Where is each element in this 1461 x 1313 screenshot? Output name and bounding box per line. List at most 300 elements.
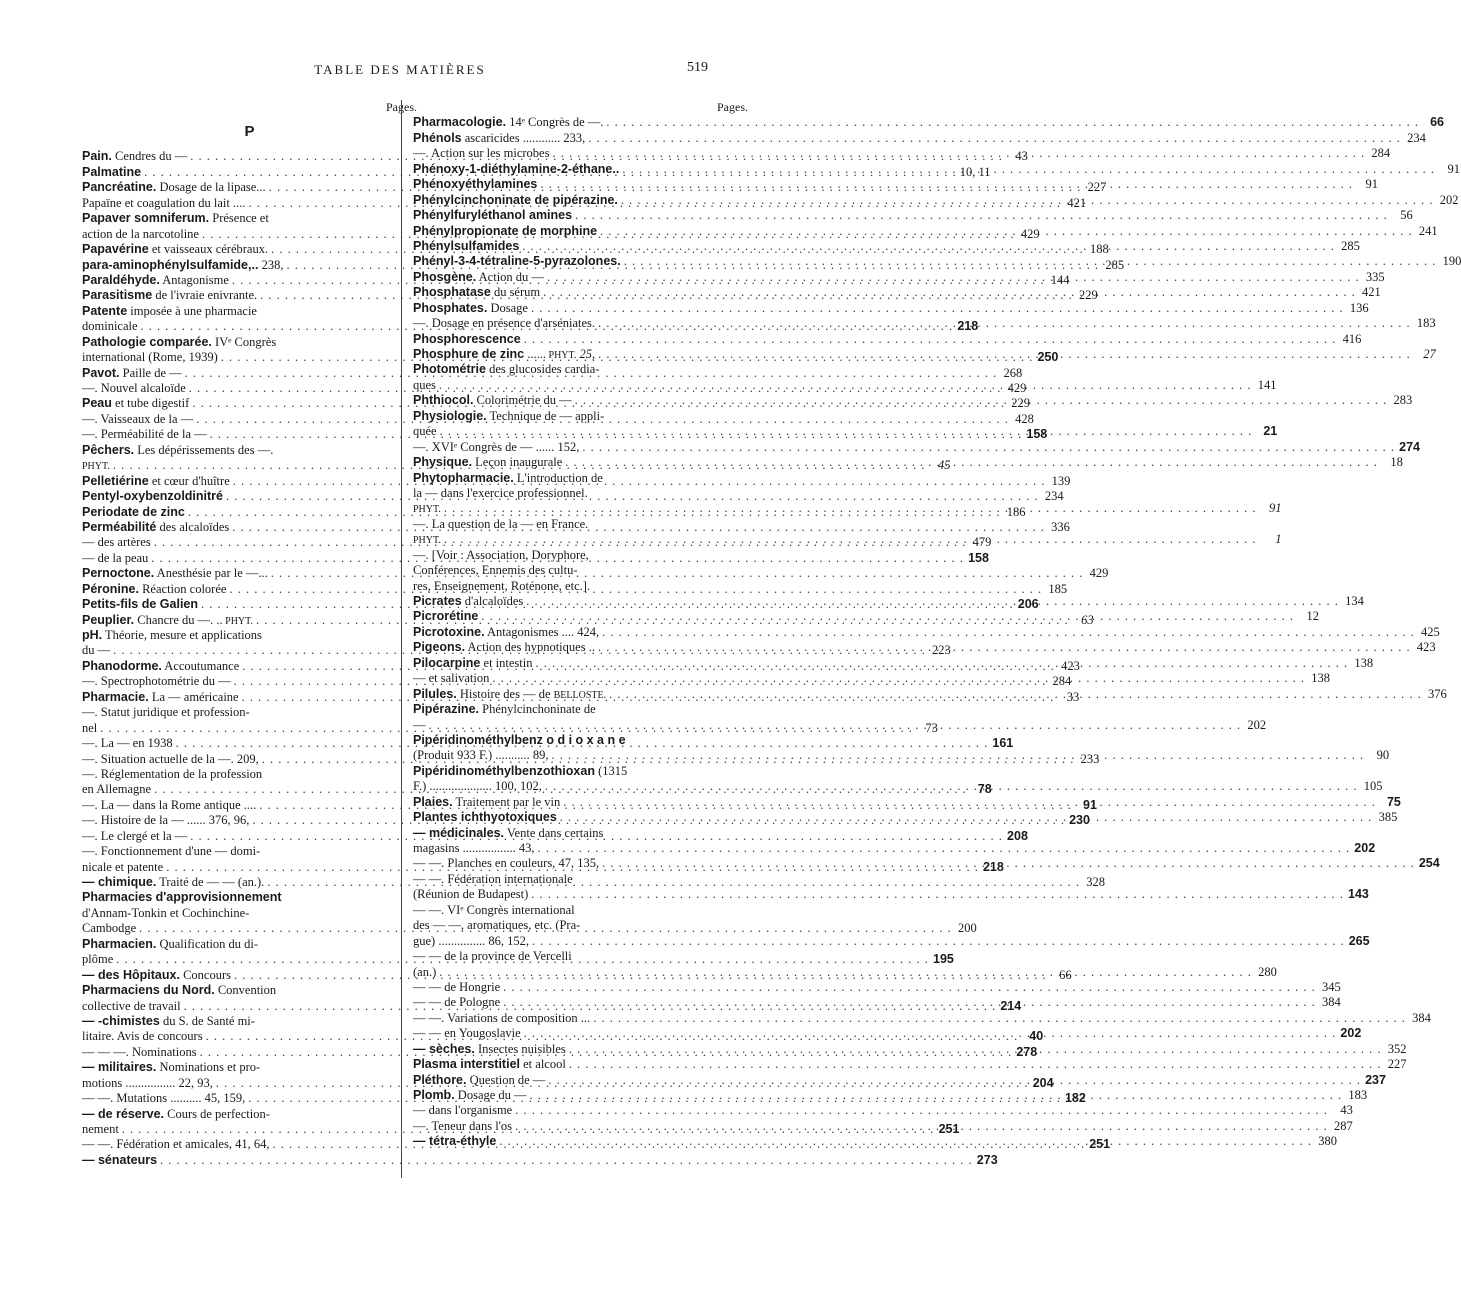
page-reference: 234 (1407, 130, 1426, 145)
dot-leader (602, 625, 1415, 640)
entry-text (82, 597, 198, 612)
index-entry (413, 624, 1440, 640)
section-letter: P (244, 123, 255, 141)
index-line (413, 548, 748, 563)
page-reference: 250 (1037, 350, 1059, 365)
page-reference: 18 (1390, 455, 1403, 470)
entry-text: — médicinales. Vente dans certains (413, 825, 604, 840)
entry-heading: Phénylsulfamides (413, 238, 520, 253)
entry-text: Pelletiérine et cœur d'huître (82, 473, 230, 488)
index-entry (413, 439, 1421, 455)
entry-text (413, 208, 572, 223)
dot-leader (602, 856, 1415, 871)
dot-leader (160, 1153, 973, 1168)
page-reference: 183 (1348, 1088, 1368, 1102)
dot-leader (598, 316, 1411, 331)
entry-text: Pharmacien. Qualification du di- (82, 936, 259, 951)
page-reference: 423 (1061, 658, 1080, 673)
entry-text: ques (413, 377, 436, 392)
entry-text (413, 532, 441, 548)
entry-text: Papaver somniferum. Présence et (82, 211, 269, 226)
page-reference: 229 (1011, 396, 1030, 411)
entry-text: —. Action sur les microbes (413, 146, 550, 161)
dot-leader (598, 347, 1411, 362)
entry-text: Pernoctone. Anesthésie par le —... (82, 566, 268, 581)
entry-heading: Pelletiérine (82, 473, 149, 488)
dot-leader (439, 378, 1252, 393)
entry-text: Papaïne et coagulation du lait .... (82, 195, 246, 210)
entry-text: — dans l'organisme (413, 1103, 513, 1118)
entry-heading: Pharmacie. (82, 689, 149, 704)
entry-text: —. Nouvel alcaloïde (82, 381, 186, 395)
entry-text: Phosphatase du sérum (413, 285, 541, 300)
entry-text: — -chimistes du S. de Santé mi- (82, 1013, 255, 1028)
entry-text: Plaies. Traitement par le vin (413, 794, 561, 809)
entry-heading: Plantes ichthyotoxiques (413, 810, 557, 825)
entry-heading: Pigeons. (413, 640, 466, 655)
entry-text (413, 332, 521, 347)
page-reference: 384 (1322, 995, 1341, 1010)
section-abbreviation: PHYT. (413, 535, 441, 547)
dot-leader (503, 995, 1316, 1010)
dot-leader (481, 609, 1294, 624)
entry-text: Plasma interstitiel et alcool (413, 1057, 566, 1072)
page-reference: 206 (1017, 597, 1039, 612)
index-line (413, 439, 1421, 455)
entry-heading: Picrates (413, 594, 462, 608)
entry-heading: Phosphure de zinc (413, 347, 525, 361)
entry-text: —. Statut juridique et profession- (82, 705, 250, 720)
entry-text: Pigeons. Action des hypnotiques .. (413, 640, 595, 655)
entry-heading: pH. (82, 628, 103, 642)
index-entry (413, 208, 1413, 223)
page-reference: 91 (1269, 501, 1282, 516)
dot-leader (540, 177, 1353, 192)
page-reference: 56 (1400, 208, 1413, 223)
entry-text: — de la peau (82, 550, 149, 565)
entry-text: —. La — dans la Rome antique .... (82, 797, 257, 812)
dot-leader (538, 841, 1351, 856)
entry-heading: — chimique. (82, 875, 157, 889)
page-reference: 190 (1442, 254, 1461, 269)
entry-text: magasins ................. 43, (413, 841, 535, 855)
entry-heading: Pavot. (82, 365, 120, 380)
page-reference: 91 (1083, 797, 1097, 812)
index-line (413, 979, 1341, 995)
index-line (82, 211, 417, 226)
index-line (413, 826, 748, 841)
page-reference: 429 (1020, 226, 1040, 241)
page-reference: 268 (1003, 365, 1023, 380)
page-reference: 234 (1044, 489, 1064, 504)
entry-heading: Paraldéhyde. (82, 272, 160, 287)
index-entry (413, 548, 748, 594)
index-entry (413, 1057, 1407, 1072)
entry-text: —. Vaisseaux de la — (82, 411, 194, 426)
index-line (413, 841, 1376, 856)
page-reference: 186 (1006, 504, 1026, 519)
pages-label: Pages. (717, 100, 748, 114)
entry-heading: Physique. (413, 455, 473, 470)
entry-text (82, 890, 282, 905)
entry-text: para-aminophénylsulfamide,.. 238, (82, 257, 284, 272)
index-line (82, 906, 417, 921)
entry-text: —. [Voir : Association, Doryphore, (413, 547, 589, 562)
page-reference: 280 (1258, 964, 1277, 979)
entry-text: Peuplier. Chancre du —. .. PHYT. (82, 612, 254, 627)
entry-text: —. Perméabilité de la — (82, 427, 207, 442)
dot-leader (548, 1073, 1361, 1088)
page-reference: 202 (1247, 717, 1267, 732)
entry-text: — —. VIᵉ Congrès international (413, 902, 575, 917)
page-reference: 423 (1416, 640, 1436, 655)
page-reference: 188 (1089, 242, 1109, 257)
entry-heading: Phosphorescence (413, 331, 521, 346)
page-reference: 134 (1345, 594, 1364, 608)
dot-leader (560, 810, 1373, 825)
entry-text: — — de la province de Vercelli (413, 949, 572, 964)
entry-text: du — (82, 643, 111, 658)
dot-leader (565, 455, 1378, 470)
entry-text: Pavot. Paille de — (82, 365, 182, 380)
page-reference: 208 (1007, 828, 1028, 843)
page-reference: 336 (1051, 519, 1070, 534)
entry-text: Péronine. Réaction colorée (82, 581, 227, 596)
entry-heading: Peuplier. (82, 612, 135, 627)
index-line (413, 300, 1369, 316)
index-line (82, 983, 417, 998)
entry-heading: Pilules. (413, 686, 457, 701)
entry-text: motions ................ 22, 93, (82, 1075, 213, 1090)
entry-heading: Physiologie. (413, 408, 487, 423)
entry-text: — militaires. Nominations et pro- (82, 1060, 261, 1075)
dot-leader (600, 224, 1413, 239)
page-reference: 144 (1050, 272, 1070, 287)
entry-heading: — -chimistes (82, 1013, 160, 1028)
entry-text: — — de Hongrie (413, 979, 501, 994)
entry-heading: — militaires. (82, 1060, 157, 1075)
index-entry (413, 1103, 1353, 1118)
entry-heading: — sèches. (413, 1041, 475, 1056)
page-reference: 283 (1393, 393, 1413, 408)
index-entry (413, 979, 1341, 995)
entry-text (82, 505, 185, 520)
entry-text: en Allemagne (82, 782, 152, 797)
entry-text: nicale et patente (82, 859, 164, 874)
entry-text: Pathologie comparée. IVᵉ Congrès (82, 334, 277, 349)
entry-heading: Petits-fils de Galien (82, 597, 199, 612)
entry-text: —. Le clergé et la — (82, 828, 188, 843)
entry-heading: Pharmaciens du Nord. (82, 983, 215, 998)
entry-heading: Pêchers. (82, 442, 135, 457)
dot-leader (440, 424, 1253, 439)
page-reference: 43 (1015, 149, 1028, 164)
page-reference: 78 (977, 782, 992, 797)
entry-text: — des Hôpitaux. Concours (82, 967, 231, 982)
index-line (413, 887, 1369, 902)
entry-text (82, 1153, 157, 1168)
entry-text: — —. Fédération et amicales, 41, 64, (82, 1137, 270, 1152)
entry-text (413, 501, 441, 517)
entry-text: Plomb. Dosage du — (413, 1088, 527, 1102)
page-reference: 345 (1322, 979, 1341, 994)
page-reference: 425 (1421, 624, 1440, 639)
entry-heading: Phénylpropionate de morphine (413, 223, 598, 238)
entry-text: —. La — en 1938 (82, 736, 173, 751)
index-line (82, 443, 417, 458)
dot-leader (563, 795, 1376, 810)
index-line (413, 1103, 1353, 1118)
dot-leader (551, 748, 1364, 763)
index-entry (413, 130, 1426, 146)
entry-heading: Pathologie comparée. (82, 334, 212, 349)
page-reference: 284 (1052, 674, 1072, 689)
page-reference: 136 (1349, 300, 1369, 315)
page-reference: 161 (992, 736, 1014, 751)
page-reference: 75 (1386, 794, 1401, 809)
dot-leader (515, 1103, 1328, 1118)
index-entry (413, 331, 1362, 347)
entry-heading: Pipéridinométhylbenzothioxan (413, 763, 595, 778)
entry-text (82, 458, 110, 474)
entry-text: Pipérazine. Phénylcinchoninate de (413, 702, 596, 717)
page-reference: 376 (1428, 686, 1447, 701)
page-reference: 195 (933, 952, 954, 967)
index-line (82, 937, 417, 952)
entry-heading: — de réserve. (82, 1106, 164, 1121)
entry-heading: Pipéridinométhylbenz o d i o x a n e (413, 732, 626, 747)
index-line (413, 362, 748, 377)
entry-heading: Periodate de zinc (82, 504, 185, 519)
index-line (82, 844, 417, 859)
dot-leader (503, 980, 1316, 995)
entry-heading: Phénylfuryléthanol amines (413, 208, 573, 223)
entry-text: nel (82, 720, 98, 735)
entry-heading: Plaies. (413, 794, 453, 809)
page-reference: 284 (1371, 146, 1391, 161)
page-reference: 141 (1257, 377, 1277, 392)
entry-text: — —. Mutations .......... 45, 159, (82, 1091, 246, 1106)
page-reference: 241 (1418, 223, 1438, 238)
entry-text: —. Fonctionnement d'une — domi- (82, 844, 261, 859)
dot-leader (444, 501, 1257, 516)
page-reference: 182 (1064, 1091, 1086, 1106)
entry-text: Peau et tube digestif (82, 396, 190, 411)
page-reference: 214 (1000, 998, 1022, 1013)
dot-leader (543, 285, 1356, 300)
page-reference: 202 (1340, 1026, 1362, 1041)
index-entry (82, 1152, 998, 1168)
dot-leader (575, 208, 1388, 223)
page-reference: 91 (1365, 177, 1378, 192)
section-abbreviation: PHYT. (82, 461, 110, 473)
entry-heading: Papaver somniferum. (82, 211, 210, 226)
entry-text: — de réserve. Cours de perfection- (82, 1106, 270, 1121)
page-reference: 1 (1275, 532, 1282, 547)
page-reference: 233 (1080, 751, 1100, 766)
dot-leader (575, 393, 1388, 408)
dot-leader (531, 301, 1344, 316)
page-reference: 10, 11 (959, 164, 991, 179)
entry-text: —. Teneur dans l'os (413, 1118, 513, 1133)
page-reference: 138 (1311, 671, 1330, 686)
page-reference: 278 (1016, 1044, 1038, 1059)
index-line (413, 331, 1362, 347)
entry-heading: Phosgène. (413, 269, 477, 284)
index-line (413, 733, 748, 748)
page-reference: 27 (1423, 347, 1436, 361)
dot-leader (552, 146, 1365, 161)
entry-text: —. La question de la — en France. (413, 516, 589, 531)
entry-text: — (413, 717, 426, 732)
entry-text: international (Rome, 1939) (82, 350, 218, 365)
dot-leader (444, 532, 1257, 547)
dot-leader (515, 1119, 1328, 1134)
entry-heading: Peau (82, 396, 112, 411)
entry-heading: Phénols (413, 130, 462, 145)
page-reference: 200 (958, 921, 977, 936)
page-reference: 185 (1048, 581, 1068, 596)
entry-text: Cambodge (82, 921, 137, 936)
page-reference: 91 (1447, 161, 1460, 176)
page-reference: 421 (1067, 195, 1087, 210)
page-reference: 202 (1439, 192, 1459, 207)
entry-heading: Patente (82, 303, 128, 318)
entry-heading: Phosphates. (413, 300, 488, 315)
entry-heading: Pléthore. (413, 1072, 467, 1087)
dot-leader (588, 131, 1401, 146)
page-reference: 45 (938, 458, 951, 473)
page-reference: 12 (1306, 609, 1319, 624)
index-line (413, 1057, 1407, 1072)
entry-heading: Phényl-3-4-tétraline-5-pyrazolones. (413, 254, 621, 269)
entry-text: collective de travail (82, 998, 181, 1013)
entry-text: Photométrie des glucosides cardia- (413, 362, 600, 377)
index-entry (413, 115, 1445, 130)
page-reference: 66 (1059, 967, 1072, 982)
entry-text: Phanodorme. Accoutumance (82, 658, 240, 673)
dot-leader (531, 887, 1344, 902)
page-reference: 251 (938, 1122, 960, 1136)
entry-text: plôme (82, 952, 114, 967)
pages-label: Pages. (386, 100, 417, 114)
entry-text: Pilocarpine et intestin (413, 655, 533, 670)
page-reference: 285 (1341, 238, 1360, 253)
page-reference: 254 (1418, 856, 1440, 871)
page-reference: 105 (1363, 779, 1383, 794)
index-line (82, 335, 417, 350)
entry-text: Pléthore. Question de — (413, 1072, 546, 1087)
entry-heading: Pharmacien. (82, 936, 157, 951)
dot-leader (439, 965, 1252, 980)
entry-text: — — en Yougoslavie (413, 1026, 521, 1041)
running-title: TABLE DES MATIÈRES (314, 62, 486, 77)
index-line (413, 933, 1370, 949)
entry-text: Picrotoxine. Antagonismes .... 424, (413, 624, 600, 639)
entry-text: des — —, aromatiques, etc. (Pra- (413, 918, 581, 933)
index-line (413, 486, 748, 501)
dot-leader (429, 718, 1242, 733)
entry-text (413, 193, 618, 208)
dot-leader (530, 1088, 1343, 1103)
page-reference: 287 (1333, 1118, 1353, 1133)
page-reference: 43 (1340, 1103, 1353, 1118)
page-reference: 380 (1318, 1134, 1337, 1149)
entry-text: — —. Fédération internationale (413, 871, 573, 886)
entry-text: — sèches. Insectes nuisibles (413, 1041, 566, 1056)
page-reference: 384 (1412, 1010, 1431, 1025)
entry-text (413, 609, 478, 624)
page-reference: 40 (1029, 1029, 1044, 1044)
entry-heading: Picrotoxine. (413, 624, 485, 639)
index-line (413, 517, 748, 532)
entry-heading: Phénylcinchoninate de pipérazine. (413, 192, 618, 207)
entry-text: Paraldéhyde. Antagonisme (82, 272, 229, 287)
page-reference: 273 (976, 1152, 998, 1167)
entry-text: — et salivation (413, 671, 490, 686)
index-line (82, 705, 417, 720)
page-reference: 385 (1378, 810, 1398, 825)
entry-text: d'Annam-Tonkin et Cochinchine- (82, 905, 250, 920)
entry-heading: — tétra-éthyle (413, 1134, 497, 1149)
index-line (413, 764, 748, 779)
entry-text: Phénols ascaricides ............ 233, (413, 130, 586, 145)
entry-text (413, 810, 557, 825)
index-line (413, 872, 748, 887)
entry-text: Pancréatine. Dosage de la lipase... (82, 180, 266, 195)
section-abbreviation: PHYT. (413, 504, 441, 516)
entry-text: Parasitisme de l'ivraie enivrante. (82, 288, 258, 303)
index-line (413, 115, 1445, 130)
dot-leader (624, 254, 1437, 269)
page-reference: 218 (982, 859, 1004, 874)
index-line (82, 1107, 417, 1122)
page-reference: 158 (1026, 427, 1048, 442)
entry-text: F.) .................... 100, 102, (413, 779, 542, 794)
column-divider (401, 100, 402, 1178)
index-line (82, 1060, 417, 1075)
page-reference: 237 (1365, 1072, 1386, 1087)
entry-heading: Plasma interstitiel (413, 1057, 520, 1072)
page-reference: 328 (1086, 875, 1105, 889)
dot-leader (492, 671, 1305, 686)
dot-leader (547, 270, 1360, 285)
entry-text (413, 1134, 496, 1149)
dot-leader (526, 594, 1339, 609)
dot-leader (569, 1057, 1382, 1072)
entry-text: — — de Pologne (413, 995, 501, 1010)
page-reference: 138 (1354, 655, 1374, 670)
entry-text: Pharmaciens du Nord. Convention (82, 983, 277, 998)
entry-heading: Pharmacologie. (413, 115, 507, 130)
page-reference: 265 (1348, 933, 1370, 948)
page-number: 519 (687, 60, 708, 75)
entry-heading: Pain. (82, 149, 112, 164)
page-reference: 158 (968, 550, 989, 565)
entry-text: Pipéridinométhylbenzothioxan (1315 (413, 763, 628, 778)
entry-text: —. XVIᵉ Congrès de — ...... 152, (413, 439, 580, 454)
entry-text: —. Réglementation de la profession (82, 766, 263, 781)
page-reference: 21 (1263, 424, 1278, 439)
entry-text: gue) ............... 86, 152, (413, 933, 529, 948)
entry-text (413, 177, 537, 192)
entry-heading: Pentyl-oxybenzoldinitré (82, 489, 223, 504)
page-reference: 230 (1069, 813, 1090, 828)
entry-heading: Phytopharmacie. (413, 470, 514, 485)
page-reference: 227 (1387, 1057, 1407, 1072)
entry-text: — —. Variations de composition ... (413, 1010, 591, 1025)
dot-leader (545, 779, 1358, 794)
